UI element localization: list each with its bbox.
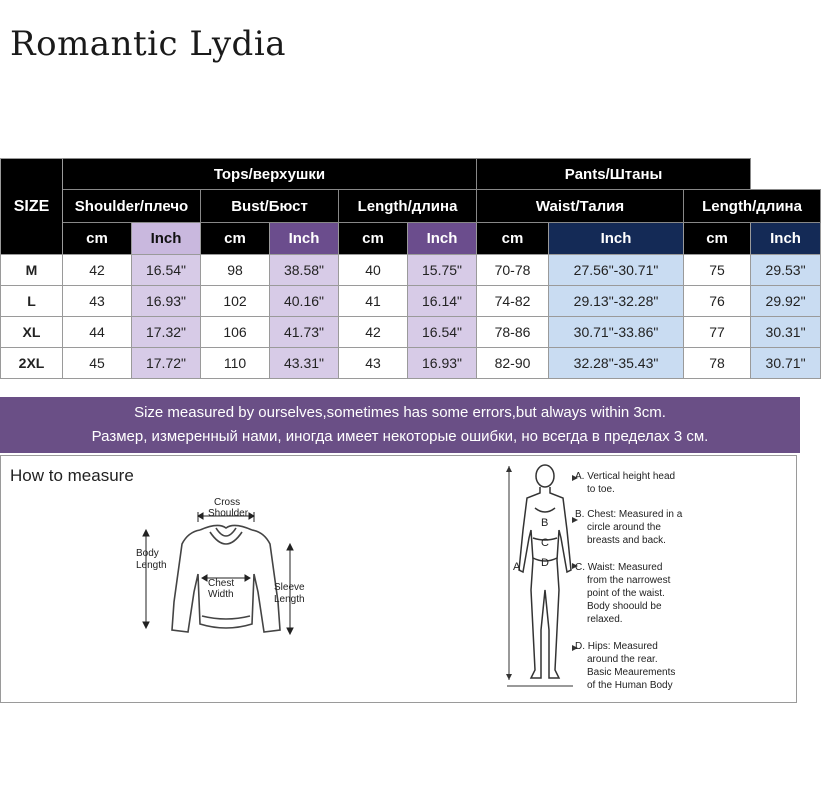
shoulder-inch: 17.32"	[132, 317, 201, 348]
note-line: circle around the	[587, 522, 661, 533]
size-label: M	[1, 255, 63, 286]
table-row	[1, 255, 821, 286]
waist-cm: 82-90	[477, 348, 549, 379]
marker-d: D	[541, 557, 549, 569]
shoulder-cm: 43	[63, 286, 132, 317]
shoulder-inch: 16.54"	[132, 255, 201, 286]
pants-length-inch: 29.53"	[751, 255, 821, 286]
tops-length-cm: 43	[339, 348, 408, 379]
pants-length-inch: 30.31"	[751, 317, 821, 348]
tops-length-header: Length/длина	[339, 190, 477, 223]
bust-inch: 40.16"	[270, 286, 339, 317]
size-label: L	[1, 286, 63, 317]
note-hips	[575, 640, 675, 692]
pants-length-cm: 77	[684, 317, 751, 348]
body-length-label-2: Length	[136, 560, 167, 571]
tops-length-cm: 41	[339, 286, 408, 317]
note-line: from the narrowest	[587, 575, 671, 586]
table-row	[1, 286, 821, 317]
tops-length-cm: 42	[339, 317, 408, 348]
size-header: SIZE	[1, 159, 63, 255]
bust-cm: 102	[201, 286, 270, 317]
bust-cm: 98	[201, 255, 270, 286]
waist-inch: 29.13"-32.28"	[549, 286, 684, 317]
shoulder-cm: 45	[63, 348, 132, 379]
shoulder-header: Shoulder/плечо	[63, 190, 201, 223]
note-line: to toe.	[587, 484, 615, 495]
body-length-label-1: Body	[136, 548, 159, 559]
pants-header: Pants/Штаны	[477, 159, 751, 190]
tops-length-inch: 15.75"	[408, 255, 477, 286]
marker-c: C	[541, 537, 549, 549]
unit-inch: Inch	[751, 223, 821, 255]
sleeve-length-label-2: Length	[274, 594, 305, 605]
note-line: Basic Meaurements	[587, 667, 676, 678]
cross-shoulder-label-2: Shoulder	[208, 508, 249, 519]
size-chart-table	[0, 158, 821, 379]
shoulder-inch: 17.72"	[132, 348, 201, 379]
unit-inch: Inch	[270, 223, 339, 255]
table-row	[1, 348, 821, 379]
note-line: around the rear.	[587, 654, 658, 665]
marker-b: B	[541, 517, 549, 529]
tops-header: Tops/верхушки	[63, 159, 477, 190]
unit-cm: cm	[477, 223, 549, 255]
pants-length-cm: 78	[684, 348, 751, 379]
note-height	[575, 470, 675, 496]
waist-inch: 30.71"-33.86"	[549, 317, 684, 348]
unit-inch: Inch	[408, 223, 477, 255]
bust-inch: 38.58"	[270, 255, 339, 286]
waist-header: Waist/Талия	[477, 190, 684, 223]
waist-cm: 70-78	[477, 255, 549, 286]
note-line: Body shoould be	[587, 601, 662, 612]
size-label: 2XL	[1, 348, 63, 379]
shoulder-cm: 42	[63, 255, 132, 286]
table-row	[1, 317, 821, 348]
bust-inch: 41.73"	[270, 317, 339, 348]
note-waist	[575, 561, 670, 626]
notice-line-en: Size measured by ourselves,sometimes has some errors,but always within 3cm.	[134, 404, 666, 421]
note-line: B. Chest: Measured in a	[575, 509, 683, 520]
bust-cm: 110	[201, 348, 270, 379]
sweater-diagram	[128, 492, 328, 642]
bust-header: Bust/Бюст	[201, 190, 339, 223]
how-to-measure-title: How to measure	[10, 466, 134, 485]
pants-length-header: Length/длина	[684, 190, 821, 223]
note-line: D. Hips: Measured	[575, 641, 658, 652]
tops-length-cm: 40	[339, 255, 408, 286]
unit-cm: cm	[201, 223, 270, 255]
blank-corner	[751, 159, 821, 190]
brand-logo: Romantic Lydia	[10, 24, 286, 64]
pants-length-cm: 76	[684, 286, 751, 317]
note-line: A. Vertical height head	[575, 471, 676, 482]
bust-cm: 106	[201, 317, 270, 348]
pants-length-inch: 30.71"	[751, 348, 821, 379]
note-line: relaxed.	[587, 614, 623, 625]
note-line: of the Human Body	[587, 680, 673, 691]
note-line: breasts and back.	[587, 535, 666, 546]
chest-width-label-1: Chest	[208, 578, 235, 589]
marker-a: A	[513, 561, 521, 573]
note-line: C. Waist: Measured	[575, 562, 663, 573]
sleeve-length-label-1: Sleeve	[274, 582, 305, 593]
tops-length-inch: 16.54"	[408, 317, 477, 348]
measurement-notice	[0, 397, 800, 453]
waist-inch: 32.28"-35.43"	[549, 348, 684, 379]
waist-inch: 27.56"-30.71"	[549, 255, 684, 286]
size-label: XL	[1, 317, 63, 348]
waist-cm: 78-86	[477, 317, 549, 348]
unit-inch: Inch	[549, 223, 684, 255]
tops-length-inch: 16.93"	[408, 348, 477, 379]
note-chest	[575, 508, 682, 547]
pants-length-cm: 75	[684, 255, 751, 286]
unit-inch: Inch	[132, 223, 201, 255]
tops-length-inch: 16.14"	[408, 286, 477, 317]
shoulder-inch: 16.93"	[132, 286, 201, 317]
shoulder-cm: 44	[63, 317, 132, 348]
unit-cm: cm	[684, 223, 751, 255]
unit-cm: cm	[339, 223, 408, 255]
pants-length-inch: 29.92"	[751, 286, 821, 317]
how-to-measure-panel	[0, 455, 797, 703]
waist-cm: 74-82	[477, 286, 549, 317]
bust-inch: 43.31"	[270, 348, 339, 379]
notice-line-ru: Размер, измеренный нами, иногда имеет некоторые ошибки, но всегда в пределах 3 см.	[91, 428, 709, 445]
cross-shoulder-label-1: Cross	[214, 497, 241, 508]
unit-cm: cm	[63, 223, 132, 255]
chest-width-label-2: Width	[208, 589, 234, 600]
note-line: point of the waist.	[587, 588, 665, 599]
